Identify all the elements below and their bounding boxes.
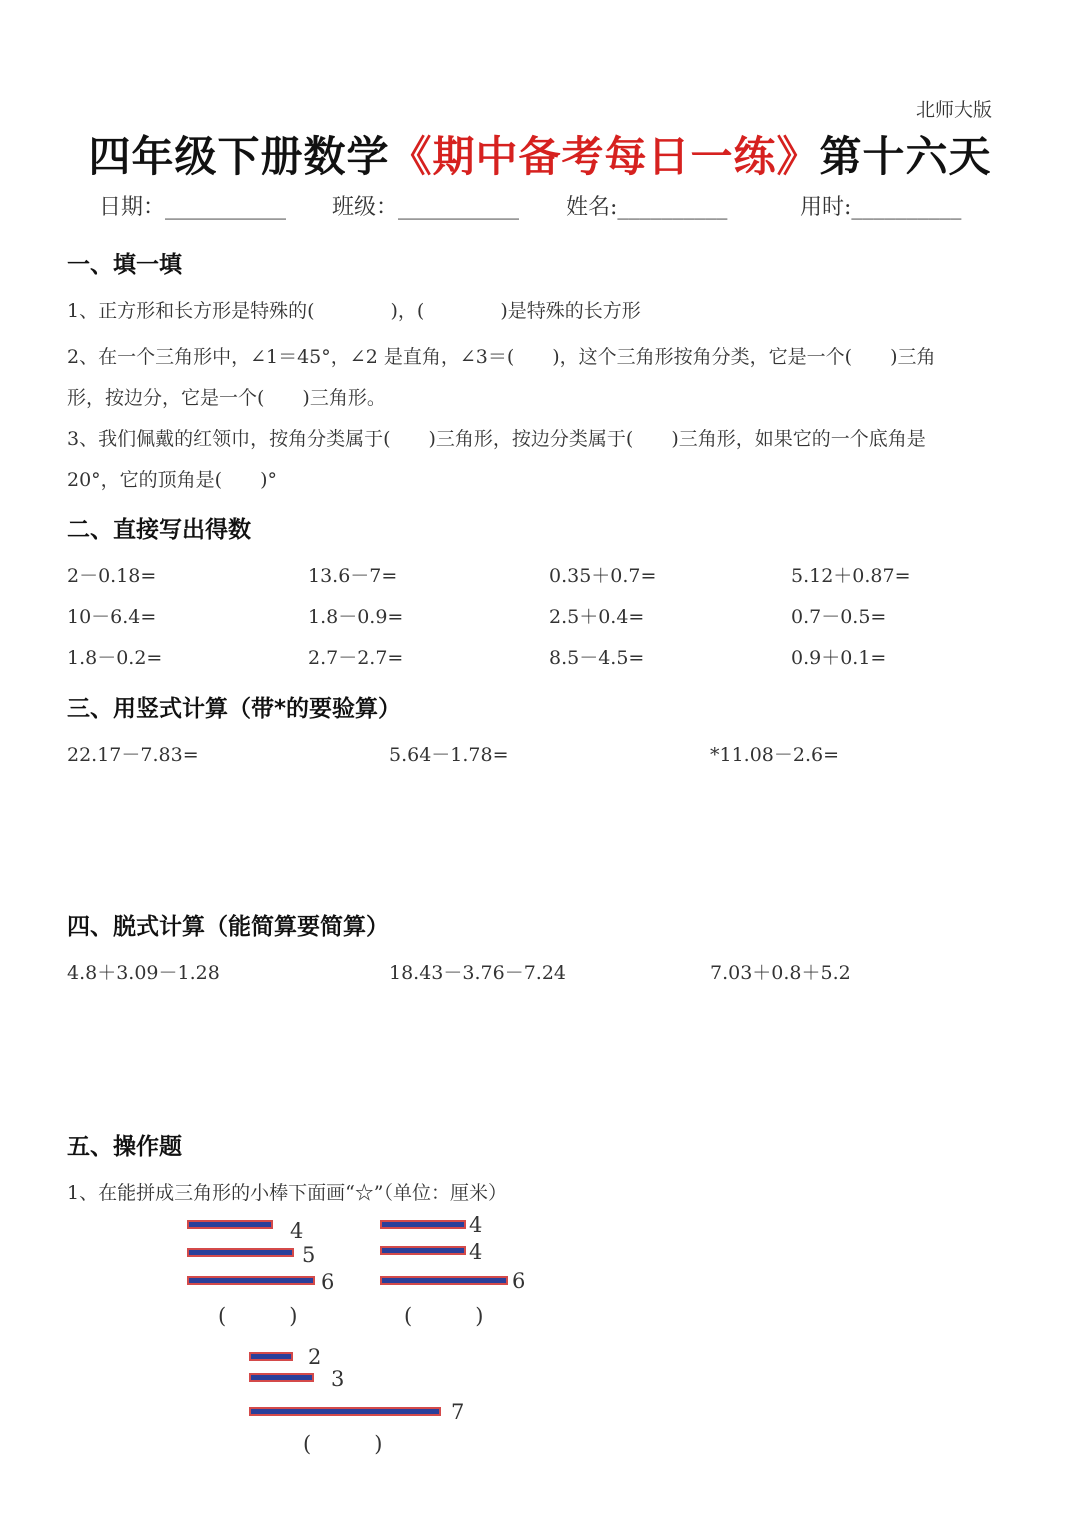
stick-bar — [188, 1221, 272, 1228]
answer-parentheses[interactable]: ( ) — [404, 1304, 484, 1328]
stick-length-label: 6 — [321, 1270, 335, 1294]
stick-bar — [381, 1247, 465, 1254]
section-2-heading: 二、直接写出得数 — [67, 517, 251, 543]
stick-length-label: 4 — [469, 1240, 483, 1264]
section-4-heading: 四、脱式计算（能简算要简算） — [67, 914, 389, 940]
question-1-2-line2: 形，按边分，它是一个( )三角形。 — [67, 387, 386, 409]
stick-group-1 — [188, 1219, 334, 1328]
stick-bar — [381, 1277, 507, 1284]
answer-parentheses[interactable]: ( ) — [218, 1304, 298, 1328]
stick-length-label: 5 — [302, 1243, 316, 1267]
oral-calc-item: 2.7－2.7= — [308, 647, 404, 669]
vertical-calc-item: 5.64－1.78= — [389, 744, 509, 766]
date-field[interactable]: 日期：___________ — [99, 195, 287, 220]
stick-length-label: 4 — [290, 1219, 304, 1243]
oral-calc-item: 1.8－0.9= — [308, 606, 404, 628]
title-day: 第十六天 — [819, 132, 992, 181]
stick-length-label: 3 — [331, 1367, 345, 1391]
oral-calc-item: 5.12＋0.87= — [791, 565, 911, 587]
stick-bar — [250, 1408, 440, 1415]
oral-calc-item: 0.7－0.5= — [791, 606, 887, 628]
step-calc-item: 4.8＋3.09－1.28 — [67, 962, 220, 984]
answer-parentheses[interactable]: ( ) — [303, 1432, 383, 1456]
time-field[interactable]: 用时:__________ — [800, 195, 962, 220]
name-field[interactable]: 姓名:__________ — [566, 195, 728, 220]
stick-group-3 — [250, 1345, 464, 1456]
stick-length-label: 4 — [469, 1213, 483, 1237]
title-series: 《期中备考每日一练》 — [389, 132, 820, 181]
step-calc-item: 7.03＋0.8＋5.2 — [710, 962, 851, 984]
section-5-heading: 五、操作题 — [67, 1134, 182, 1160]
oral-calc-item: 10－6.4= — [67, 606, 157, 628]
vertical-calc-item: 22.17－7.83= — [67, 744, 199, 766]
stick-length-label: 6 — [512, 1269, 526, 1293]
stick-bar — [250, 1353, 292, 1360]
stick-length-label: 7 — [451, 1400, 465, 1424]
step-calc-item: 18.43－3.76－7.24 — [389, 962, 567, 984]
question-1-3-line2: 20°，它的顶角是( )° — [67, 469, 278, 491]
stick-bar — [381, 1221, 465, 1228]
oral-calc-item: 13.6－7= — [308, 565, 398, 587]
oral-calc-item: 2.5＋0.4= — [549, 606, 645, 628]
stick-bar — [250, 1374, 313, 1381]
edition-label: 北师大版 — [915, 99, 992, 121]
class-field[interactable]: 班级：___________ — [332, 195, 520, 220]
oral-calc-item: 1.8－0.2= — [67, 647, 163, 669]
section-1-heading: 一、填一填 — [67, 252, 182, 278]
stick-bar — [188, 1249, 293, 1256]
oral-calc-item: 0.35＋0.7= — [549, 565, 657, 587]
oral-calc-item: 0.9＋0.1= — [791, 647, 887, 669]
oral-calc-item: 8.5－4.5= — [549, 647, 645, 669]
question-1-3-line1: 3、我们佩戴的红领巾，按角分类属于( )三角形，按边分类属于( )三角形，如果它的一个底角是 — [67, 428, 926, 450]
question-1-1: 1、正方形和长方形是特殊的( )，( )是特殊的长方形 — [67, 300, 641, 322]
oral-calc-item: 2－0.18= — [67, 565, 157, 587]
question-5-1: 1、在能拼成三角形的小棒下面画“☆”（单位：厘米） — [67, 1182, 508, 1204]
title-grade: 四年级下册数学 — [88, 132, 390, 181]
section-3-heading: 三、用竖式计算（带*的要验算） — [67, 696, 402, 722]
stick-bar — [188, 1277, 314, 1284]
question-1-2-line1: 2、在一个三角形中，∠1＝45°，∠2 是直角，∠3＝( )，这个三角形按角分类，它是一个( )三角 — [67, 346, 936, 368]
stick-group-2 — [381, 1213, 525, 1328]
vertical-calc-item: *11.08－2.6= — [710, 744, 840, 766]
stick-length-label: 2 — [308, 1345, 322, 1369]
